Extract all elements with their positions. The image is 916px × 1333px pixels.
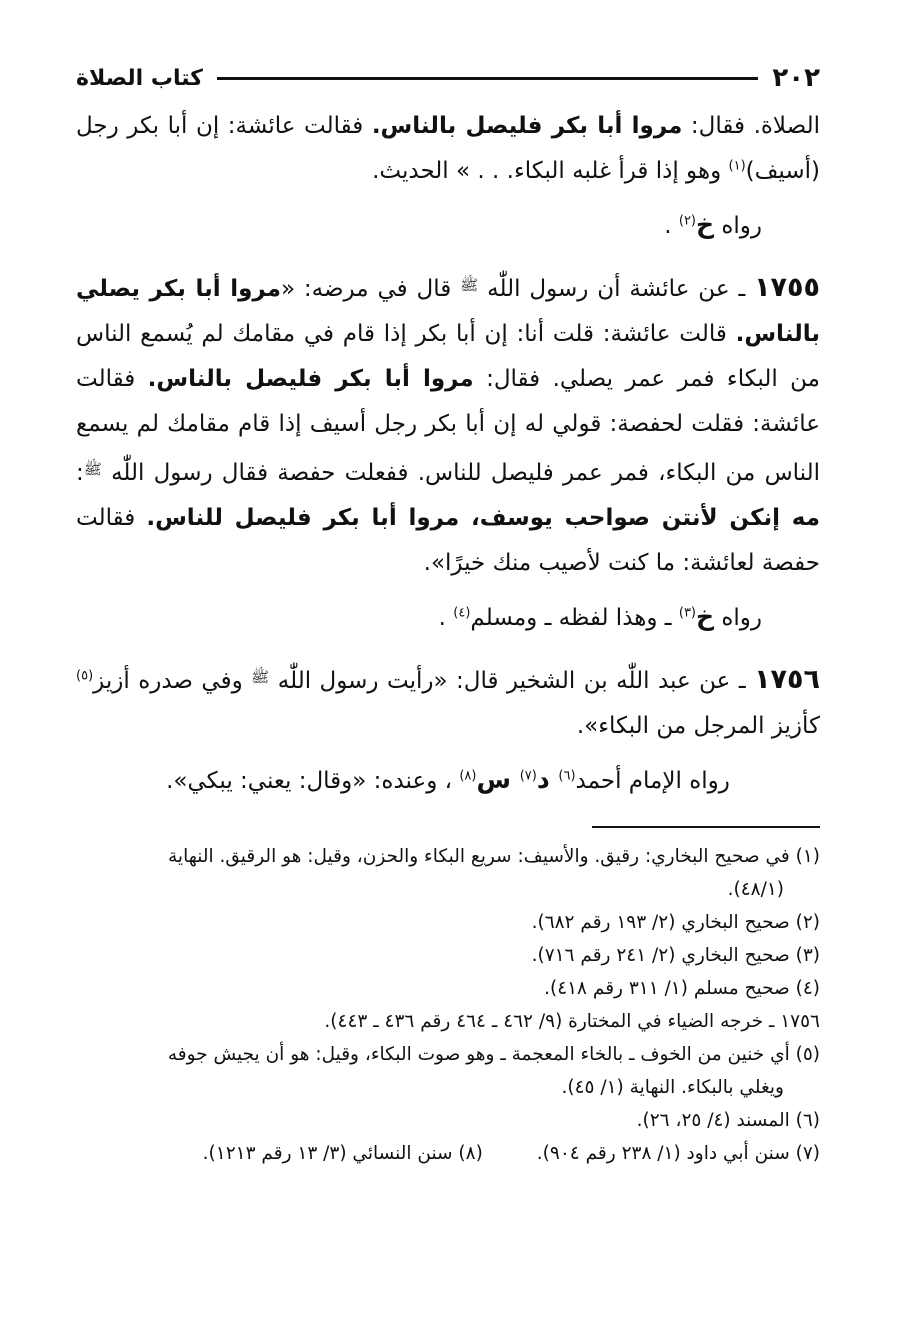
footnote-ref: (٣) [678, 605, 696, 621]
salutation-glyph: ﷺ [251, 668, 270, 686]
intro-paragraph: الصلاة. فقال: مروا أبا بكر فليصل بالناس. فقالت عائشة: إن أبا بكر رجل (أسيف)$^{(١)}$ وهو إذا قرأ غلبه البكاء. . . » الحديث. [76, 113, 820, 184]
footnote-ref: (٤) [453, 605, 471, 621]
narration-source: رواه خ$^{(٢)}$ . [664, 210, 762, 239]
takhrij-1756: ١٧٥٦ ـ خرجه الضياء في المختارة (٩/ ٤٦٢ ـ ٤٦٤ رقم ٤٣٦ ـ ٤٤٣). [324, 1011, 820, 1032]
footnote-separator [592, 826, 820, 828]
footnote-2: (٢) صحيح البخاري (٢/ ١٩٣ رقم ٦٨٢). [531, 912, 820, 933]
hadith-1756: ١٧٥٦ ـ عن عبد اللّٰه بن الشخير قال: «رأيت رسول اللّٰه $^ﷺ$ وفي صدره أزيز$^{(٥)}$ كأزيز المرجل من البكاء». [76, 664, 820, 739]
footnote-ref: (٦) [558, 768, 576, 784]
footnote-ref: (٥) [76, 668, 94, 684]
bold-quote: مروا أبا بكر يصلي بالناس. [76, 276, 820, 347]
footnotes [76, 840, 820, 1170]
hadith-number: ١٧٥٥ [754, 272, 820, 303]
footnote-3: (٣) صحيح البخاري (٢/ ٢٤١ رقم ٧١٦). [531, 945, 820, 966]
hadith-1755: ١٧٥٥ ـ عن عائشة أن رسول اللّٰه $^ﷺ$ قال في مرضه: «مروا أبا بكر يصلي بالناس. قالت عائشة: قلت أنا: إن أبا بكر إذا قام في مقامك لم يُسمع الناس من البكاء فمر عمر يصلي. فقال: مروا أبا بكر فليصل بالناس. فقالت عائشة: فقلت لحفصة: قولي له إن أبا بكر رجل أسيف إذا قام مقامك لم يسمع الناس من البكاء، فمر عمر فليصل للناس. ففعلت حفصة فقال رسول اللّٰه $^ﷺ$: مه إنكن لأنتن صواحب يوسف، مروا أبا بكر فليصل للناس. فقالت حفصة لعائشة: ما كنت لأصيب منك خيرًا». [76, 272, 820, 576]
footnote-5: (٥) أي خنين من الخوف ـ بالخاء المعجمة ـ وهو صوت البكاء، وقيل: هو أن يجيش جوفه ويغلي بالبكاء. النهاية (١/ ٤٥). [167, 1044, 820, 1098]
footnote-ref: (٧) [519, 768, 537, 784]
footnote-row [76, 1137, 820, 1170]
footnote-1: (١) في صحيح البخاري: رقيق. والأسيف: سريع البكاء والحزن، وقيل: هو الرقيق. النهاية (٤٨/١). [168, 846, 820, 900]
footnote-6: (٦) المسند (٤/ ٢٥، ٢٦). [636, 1110, 820, 1131]
bold-quote: مروا أبا بكر فليصل بالناس. [371, 113, 683, 139]
running-title: كتاب الصلاة [76, 65, 203, 91]
narration-source: رواه الإمام أحمد$^{(٦)}$ د$^{(٧)}$ س$^{(٨)}$ ، وعنده: «وقال: يعني: يبكي». [166, 765, 730, 794]
bold-quote: مه إنكن لأنتن صواحب يوسف، مروا أبا بكر فليصل للناس. [146, 505, 820, 531]
footnote-ref: (١) [728, 158, 746, 174]
hadith-number: ١٧٥٦ [754, 664, 820, 695]
narration-source: رواه خ$^{(٣)}$ ـ وهذا لفظه ـ ومسلم$^{(٤)}$ . [438, 602, 762, 631]
page-number: ٢٠٢ [772, 63, 820, 93]
footnote-4: (٤) صحيح مسلم (١/ ٣١١ رقم ٤١٨). [544, 978, 820, 999]
footnote-ref: (٢) [678, 213, 696, 229]
salutation-glyph: ﷺ [83, 460, 102, 478]
bold-quote: مروا أبا بكر فليصل بالناس. [147, 366, 474, 392]
footnote-7: (٧) سنن أبي داود (١/ ٢٣٨ رقم ٩٠٤). [536, 1143, 820, 1164]
bukhari-symbol: خ [696, 602, 715, 631]
salutation-glyph: ﷺ [460, 276, 479, 294]
abu-dawud-symbol: د [536, 765, 559, 794]
footnote-8: (٨) سنن النسائي (٣/ ١٣ رقم ١٢١٣). [202, 1143, 483, 1164]
header-rule [217, 77, 758, 80]
page-header [76, 58, 820, 98]
footnote-ref: (٨) [459, 768, 477, 784]
main-text [76, 104, 820, 818]
nasai-symbol: س [476, 765, 520, 794]
bukhari-symbol: خ [696, 210, 715, 239]
